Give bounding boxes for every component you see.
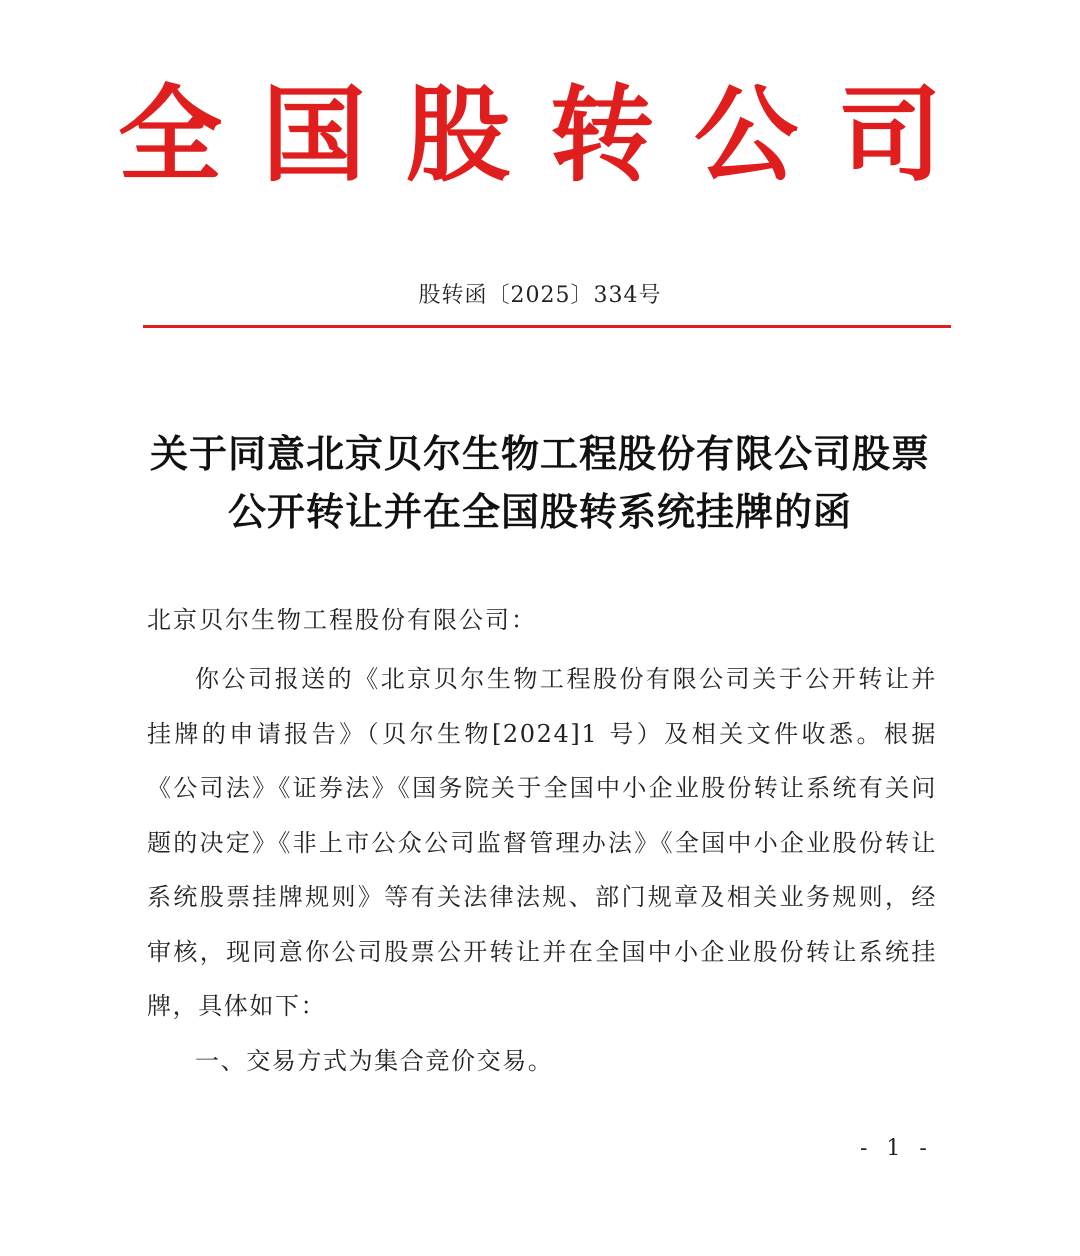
letterhead-org-name: 全国股转公司	[117, 73, 982, 196]
body-paragraph-1: 你公司报送的《北京贝尔生物工程股份有限公司关于公开转让并挂牌的申请报告》（贝尔生物[2024]1 号）及相关文件收悉。根据《公司法》《证券法》《国务院关于全国中小企业股份转让系统有关问题的决定》《非上市公众公司监督管理办法》《全国中小企业股份转让系统股票挂牌规则》等有关法律法规、部门规章及相关业务规则，经审核，现同意你公司股票公开转让并在全国中小企业股份转让系统挂牌，具体如下：	[147, 665, 937, 1020]
body-paragraph-2: 一、交易方式为集合竞价交易。	[195, 1046, 554, 1075]
document-title-line1: 关于同意北京贝尔生物工程股份有限公司股票	[149, 431, 930, 476]
letterhead-red-divider	[143, 325, 951, 328]
page-number: - 1 -	[860, 1136, 933, 1161]
document-title	[140, 425, 940, 541]
document-body	[147, 652, 937, 1088]
document-title-line2: 公开转让并在全国股转系统挂牌的函	[227, 489, 852, 534]
document-number: 股转函〔2025〕334号	[418, 283, 662, 308]
salutation: 北京贝尔生物工程股份有限公司：	[147, 606, 537, 634]
